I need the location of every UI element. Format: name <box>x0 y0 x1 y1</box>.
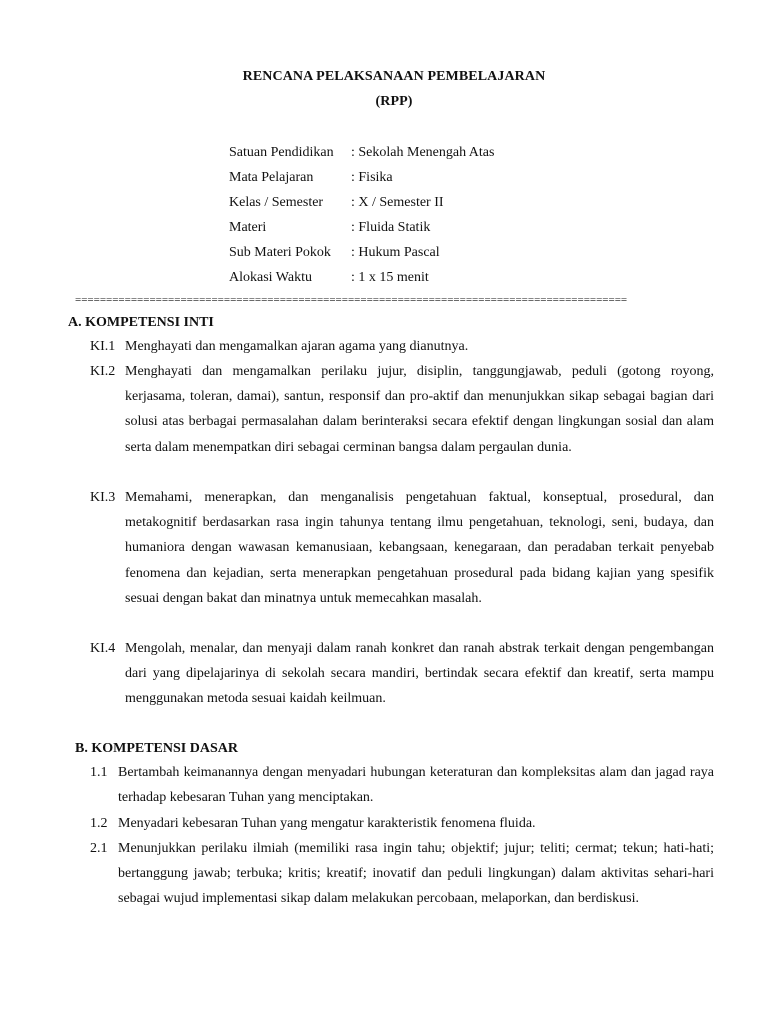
info-value: : Sekolah Menengah Atas <box>351 145 495 160</box>
item-number: 1.1 <box>90 765 108 780</box>
list-item <box>90 836 714 912</box>
info-row <box>229 268 494 293</box>
list-item <box>90 760 714 810</box>
document-title: RENCANA PELAKSANAAN PEMBELAJARAN <box>242 69 546 84</box>
info-label: Sub Materi Pokok <box>229 245 331 260</box>
item-number: KI.3 <box>90 490 116 505</box>
item-text: Memahami, menerapkan, dan menganalisis pengetahuan faktual, konseptual, prosedural, dan metakognitif berdasarkan rasa ingin tahunya tentang ilmu pengetahuan, teknologi, seni, budaya, dan humaniora dengan wawasan kemanusiaan, kebangsaan, kenegaraan, dan peradaban terkait penyebab fenomena dan kejadian, serta menerapkan pengetahuan prosedural pada bidang kajian yang spesifik sesuai dengan bakat dan minatnya untuk memecahkan masalah. <box>125 490 714 606</box>
item-number: KI.4 <box>90 641 116 656</box>
item-text: Mengolah, menalar, dan menyaji dalam ranah konkret dan ranah abstrak terkait dengan pengembangan dari yang dipelajarinya di sekolah secara mandiri, bertindak secara efektif dan kreatif, serta mampu menggunakan metoda sesuai kaidah keilmuan. <box>125 641 714 707</box>
list-item <box>90 485 714 611</box>
list-item <box>90 334 714 359</box>
item-text: Menghayati dan mengamalkan perilaku jujur, disiplin, tanggungjawab, peduli (gotong royong, kerjasama, toleran, damai), santun, responsif dan pro-aktif dan menunjukkan sikap sebagai bagian dari solusi atas berbagai permasalahan dalam berinteraksi secara efektif dengan lingkungan sosial dan alam serta dalam menempatkan diri sebagai cerminan bangsa dalam pergaulan dunia. <box>125 364 714 455</box>
list-item <box>90 359 714 460</box>
item-text: Menyadari kebesaran Tuhan yang mengatur karakteristik fenomena fluida. <box>118 816 536 831</box>
info-label: Mata Pelajaran <box>229 170 314 185</box>
divider-line: ========================================================================================= <box>75 294 628 306</box>
info-value: : Hukum Pascal <box>351 245 440 260</box>
item-text: Menghayati dan mengamalkan ajaran agama yang dianutnya. <box>125 339 469 354</box>
section-heading-kompetensi-dasar: B. KOMPETENSI DASAR <box>75 741 238 756</box>
identity-table <box>229 143 494 293</box>
list-item <box>90 636 714 712</box>
info-row <box>229 243 494 268</box>
info-label: Satuan Pendidikan <box>229 145 334 160</box>
info-row <box>229 143 494 168</box>
info-row <box>229 193 494 218</box>
info-row <box>229 218 494 243</box>
info-row <box>229 168 494 193</box>
item-text: Bertambah keimanannya dengan menyadari hubungan keteraturan dan kompleksitas alam dan jagad raya terhadap kebesaran Tuhan yang menciptakan. <box>118 765 714 806</box>
info-label: Kelas / Semester <box>229 195 324 210</box>
item-text: Menunjukkan perilaku ilmiah (memiliki rasa ingin tahu; objektif; jujur; teliti; cermat; tekun; hati-hati; bertanggung jawab; terbuka; kritis; kreatif; inovatif dan peduli lingkungan) dalam aktivitas sehari-hari sebagai wujud implementasi sikap dalam melakukan percobaan, melaporkan, dan berdiskusi. <box>118 841 714 907</box>
item-number: KI.1 <box>90 339 116 354</box>
info-value: : X / Semester II <box>351 195 444 210</box>
section-heading-kompetensi-inti: A. KOMPETENSI INTI <box>68 315 214 330</box>
info-value: : Fisika <box>351 170 393 185</box>
info-label: Materi <box>229 220 267 235</box>
info-label: Alokasi Waktu <box>229 270 312 285</box>
item-number: 2.1 <box>90 841 108 856</box>
document-subtitle: (RPP) <box>375 94 413 109</box>
info-value: : 1 x 15 menit <box>351 270 429 285</box>
item-number: 1.2 <box>90 816 108 831</box>
list-item <box>90 811 714 836</box>
info-value: : Fluida Statik <box>351 220 431 235</box>
item-number: KI.2 <box>90 364 116 379</box>
